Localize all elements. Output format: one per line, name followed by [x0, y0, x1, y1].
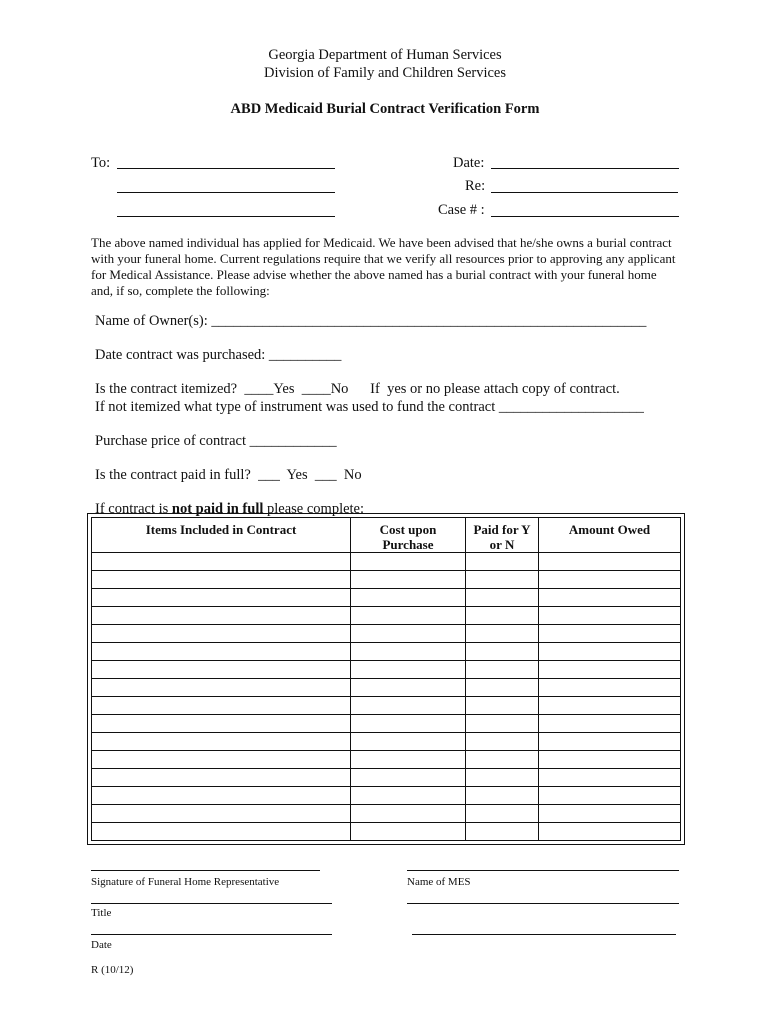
- table-row: [92, 733, 681, 751]
- table-cell[interactable]: [351, 553, 466, 571]
- table-cell[interactable]: [351, 769, 466, 787]
- table-cell[interactable]: [351, 787, 466, 805]
- table-cell[interactable]: [351, 715, 466, 733]
- date-sign-line[interactable]: [91, 934, 332, 935]
- table-cell[interactable]: [466, 751, 539, 769]
- table-cell[interactable]: [466, 805, 539, 823]
- table-row: [92, 715, 681, 733]
- table-cell[interactable]: [539, 625, 681, 643]
- table-cell[interactable]: [466, 787, 539, 805]
- case-line[interactable]: [491, 216, 679, 217]
- mes-name-label: Name of MES: [407, 876, 471, 888]
- table-cell[interactable]: [92, 679, 351, 697]
- table-cell[interactable]: [351, 571, 466, 589]
- table-row: [92, 787, 681, 805]
- to-line-2[interactable]: [117, 192, 335, 193]
- date-sign-label: Date: [91, 939, 112, 951]
- table-cell[interactable]: [539, 751, 681, 769]
- table-cell[interactable]: [539, 607, 681, 625]
- table-cell[interactable]: [92, 697, 351, 715]
- table-cell[interactable]: [351, 697, 466, 715]
- intro-paragraph: The above named individual has applied for Medicaid. We have been advised that he/she owns a burial contract with your funeral home. Current regulations require that we verify all resources prior to approving any applicant for Medical Assistance. Please advise whether the above named has a burial contract with your funeral home and, if so, complete the following:: [91, 235, 676, 298]
- table-cell[interactable]: [351, 805, 466, 823]
- mes-line-2[interactable]: [407, 903, 679, 904]
- table-cell[interactable]: [351, 823, 466, 841]
- table-cell[interactable]: [466, 733, 539, 751]
- table-cell[interactable]: [539, 679, 681, 697]
- table-cell[interactable]: [92, 589, 351, 607]
- table-row: [92, 823, 681, 841]
- table-cell[interactable]: [539, 733, 681, 751]
- to-line-3[interactable]: [117, 216, 335, 217]
- table-cell[interactable]: [92, 787, 351, 805]
- table-cell[interactable]: [466, 679, 539, 697]
- table-cell[interactable]: [466, 643, 539, 661]
- table-row: [92, 589, 681, 607]
- table-cell[interactable]: [351, 733, 466, 751]
- table-cell[interactable]: [466, 553, 539, 571]
- table-cell[interactable]: [92, 607, 351, 625]
- table-cell[interactable]: [466, 589, 539, 607]
- table-cell[interactable]: [92, 553, 351, 571]
- table-row: [92, 679, 681, 697]
- table-cell[interactable]: [539, 697, 681, 715]
- table-row: [92, 625, 681, 643]
- owner-question: Name of Owner(s): ____________________________________________________________: [95, 313, 647, 329]
- table-cell[interactable]: [539, 805, 681, 823]
- not-paid-instruction: [95, 501, 364, 518]
- price-question: Purchase price of contract ____________: [95, 433, 337, 449]
- rep-signature-line[interactable]: [91, 870, 320, 871]
- table-cell[interactable]: [466, 571, 539, 589]
- not-paid-prefix: If contract is: [95, 501, 172, 517]
- table-cell[interactable]: [351, 679, 466, 697]
- table-cell[interactable]: [351, 661, 466, 679]
- table-cell[interactable]: [351, 589, 466, 607]
- table-row: [92, 661, 681, 679]
- table-cell[interactable]: [92, 643, 351, 661]
- form-title: ABD Medicaid Burial Contract Verification Form: [230, 101, 540, 117]
- table-cell[interactable]: [92, 661, 351, 679]
- date-line[interactable]: [491, 168, 679, 169]
- header-cost-text: Cost upon Purchase: [379, 522, 437, 552]
- not-paid-emphasis: not paid in full: [171, 501, 264, 517]
- table-cell[interactable]: [539, 643, 681, 661]
- header-items: Items Included in Contract: [92, 518, 351, 553]
- table-cell[interactable]: [92, 571, 351, 589]
- table-cell[interactable]: [351, 607, 466, 625]
- table-row: [92, 769, 681, 787]
- header-paid-text: Paid for Y or N: [473, 522, 531, 552]
- to-label: To:: [91, 155, 111, 171]
- table-row: [92, 607, 681, 625]
- table-cell[interactable]: [351, 751, 466, 769]
- title-label: Title: [91, 907, 112, 919]
- table-cell[interactable]: [539, 787, 681, 805]
- table-cell[interactable]: [92, 625, 351, 643]
- table-cell[interactable]: [466, 769, 539, 787]
- table-cell[interactable]: [539, 715, 681, 733]
- table-row: [92, 751, 681, 769]
- header-amount: Amount Owed: [539, 518, 681, 553]
- table-cell[interactable]: [92, 805, 351, 823]
- table-header-row: [92, 518, 681, 553]
- table-row: [92, 553, 681, 571]
- table-cell[interactable]: [539, 553, 681, 571]
- table-cell[interactable]: [466, 607, 539, 625]
- mes-line-3[interactable]: [412, 934, 676, 935]
- table-cell[interactable]: [539, 769, 681, 787]
- re-label: Re:: [465, 178, 486, 194]
- table-row: [92, 571, 681, 589]
- to-line-1[interactable]: [117, 168, 335, 169]
- date-label: Date:: [453, 155, 485, 171]
- table-body: [92, 553, 681, 841]
- table-cell[interactable]: [351, 625, 466, 643]
- table-cell[interactable]: [539, 571, 681, 589]
- table-cell[interactable]: [466, 661, 539, 679]
- table-cell[interactable]: [539, 661, 681, 679]
- table-cell[interactable]: [92, 715, 351, 733]
- table-cell[interactable]: [466, 625, 539, 643]
- contract-items-table: [91, 517, 681, 841]
- table-cell[interactable]: [351, 643, 466, 661]
- division-name: Division of Family and Children Services: [263, 65, 507, 81]
- table-row: [92, 643, 681, 661]
- table-row: [92, 697, 681, 715]
- table-cell[interactable]: [466, 823, 539, 841]
- table-cell[interactable]: [539, 589, 681, 607]
- case-label: Case # :: [438, 202, 485, 218]
- table-cell[interactable]: [92, 823, 351, 841]
- itemized-question: Is the contract itemized? ____Yes ____No If yes or no please attach copy of contract.: [95, 381, 620, 397]
- header-cost: [351, 518, 466, 553]
- header-paid: [466, 518, 539, 553]
- title-line[interactable]: [91, 903, 332, 904]
- not-paid-suffix: please complete:: [263, 501, 365, 517]
- agency-name: Georgia Department of Human Services: [268, 47, 502, 63]
- paid-full-question: Is the contract paid in full? ___ Yes ___ No: [95, 467, 362, 483]
- date-purchased-question: Date contract was purchased: __________: [95, 347, 342, 363]
- rep-signature-label: Signature of Funeral Home Representative: [91, 876, 280, 888]
- revision-code: R (10/12): [91, 964, 134, 976]
- table-row: [92, 805, 681, 823]
- re-line[interactable]: [491, 192, 678, 193]
- table-cell[interactable]: [466, 697, 539, 715]
- table-cell[interactable]: [92, 751, 351, 769]
- table-cell[interactable]: [466, 715, 539, 733]
- not-itemized-question: If not itemized what type of instrument was used to fund the contract ____________________: [95, 399, 644, 415]
- table-cell[interactable]: [92, 733, 351, 751]
- table-cell[interactable]: [92, 769, 351, 787]
- table-cell[interactable]: [539, 823, 681, 841]
- mes-name-line[interactable]: [407, 870, 679, 871]
